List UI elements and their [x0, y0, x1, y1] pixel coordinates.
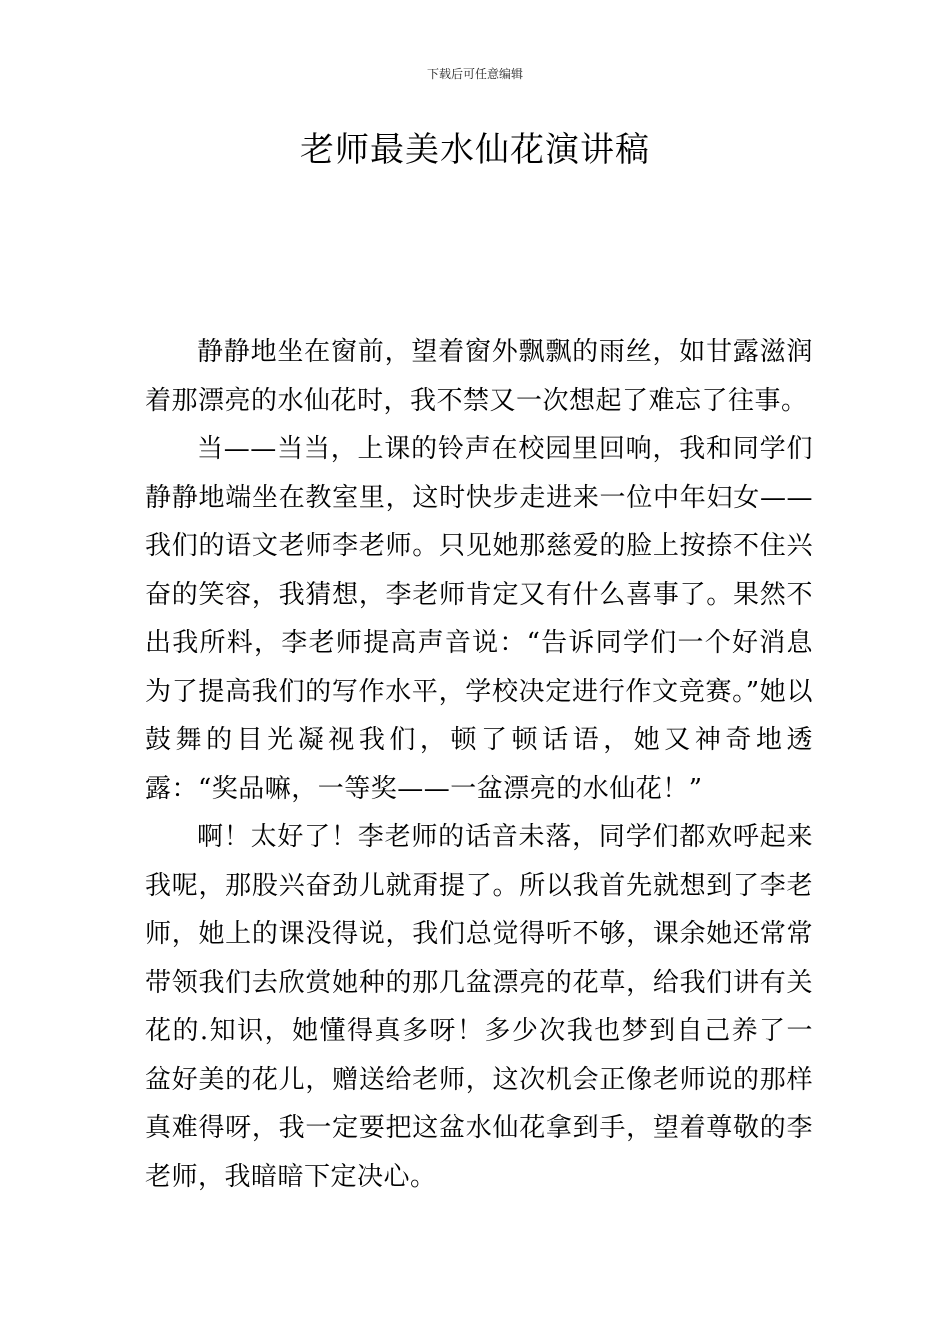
document-title: 老师最美水仙花演讲稿 — [300, 130, 650, 170]
paragraph-2: 当——当当，上课的铃声在校园里回响，我和同学们静静地端坐在教室里，这时快步走进来一位中年妇女——我们的语文老师李老师。只见她那慈爱的脸上按捺不住兴奋的笑容，我猜想，李老师肯定又有什么喜事了。果然不出我所料，李老师提高声音说：“告诉同学们一个好消息为了提高我们的写作水平，学校决定进行作文竞赛。”她以鼓舞的目光凝视我们，顿了顿话语，她又神奇地透露：“奖品嘛，一等奖——一盆漂亮的水仙花！” — [145, 434, 813, 804]
paragraph-1: 静静地坐在窗前，望着窗外飘飘的雨丝，如甘露滋润着那漂亮的水仙花时，我不禁又一次想起了难忘了往事。 — [145, 337, 813, 416]
header-note: 下载后可任意编辑 — [426, 67, 523, 81]
document-body — [145, 328, 813, 1201]
paragraph-3: 啊！太好了！李老师的话音未落，同学们都欢呼起来我呢，那股兴奋劲儿就甭提了。所以我首先就想到了李老师，她上的课没得说，我们总觉得听不够，课余她还常常带领我们去欣赏她种的那几盆漂亮的花草，给我们讲有关花的.知识，她懂得真多呀！多少次我也梦到自己养了一盆好美的花儿，赠送给老师，这次机会正像老师说的那样真难得呀，我一定要把这盆水仙花拿到手，望着尊敬的李老师，我暗暗下定决心。 — [145, 822, 813, 1192]
